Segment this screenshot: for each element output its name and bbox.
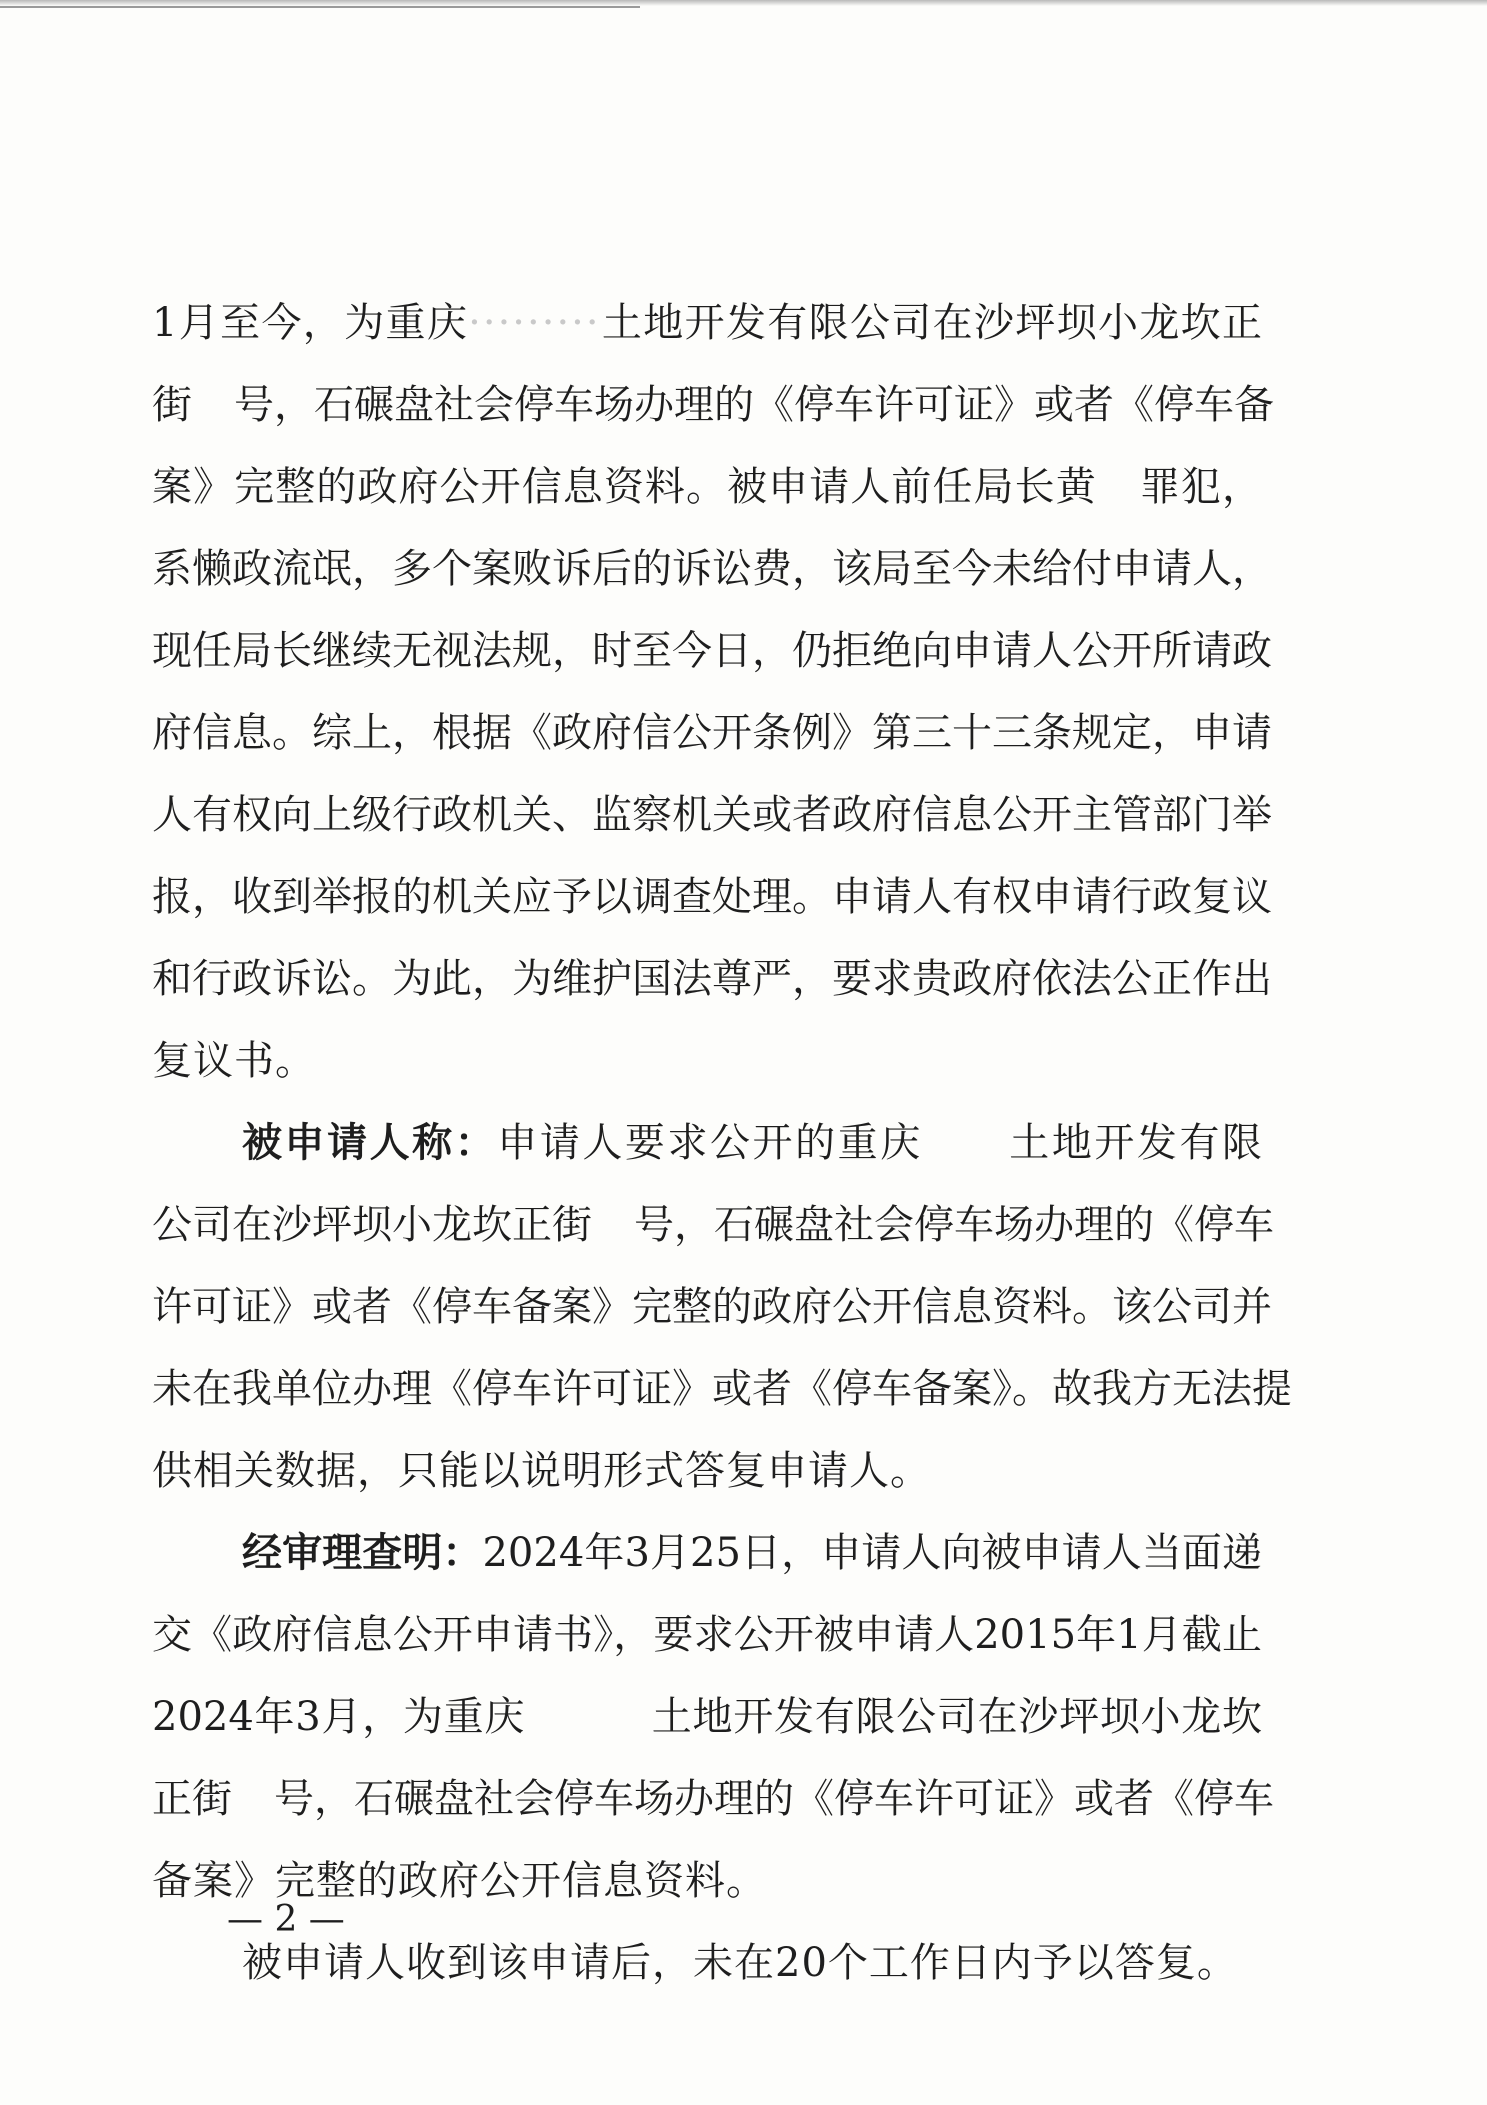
line-text: 号，石碾盘社会停车场办理的《停车许可证》或者《停车 (274, 1776, 1274, 1822)
redacted-name (923, 1102, 1007, 1184)
paragraph-line (152, 610, 1272, 692)
line-text: 1月至今，为重庆 (152, 300, 469, 346)
document-body (152, 282, 1292, 2004)
line-text: 土地开发有限公司在沙坪坝小龙坎 (651, 1694, 1263, 1740)
paragraph-line (152, 1758, 1274, 1840)
line-text: 报，收到举报的机关应予以调查处理。申请人有权申请行政复议 (152, 874, 1272, 920)
paragraph-line (152, 1102, 1262, 1184)
paragraph-line (152, 1020, 1262, 1102)
redacted-number (232, 1758, 274, 1840)
paragraph-line (152, 1512, 1262, 1594)
paragraph-line (152, 938, 1272, 1020)
line-text: 复议书。 (152, 1038, 316, 1084)
paragraph-line (152, 1266, 1272, 1348)
line-text: 2024年3月25日，申请人向被申请人当面递 (482, 1530, 1262, 1576)
scan-top-line (0, 6, 640, 8)
paragraph-line (152, 446, 1262, 528)
line-text: 土地开发有限公司在沙坪坝小龙坎正 (600, 300, 1262, 346)
paragraph-line (152, 692, 1272, 774)
section-heading: 经审理查明： (242, 1529, 483, 1576)
paragraph-line (152, 528, 1272, 610)
line-text: 和行政诉讼。为此，为维护国法尊严，要求贵政府依法公正作出 (152, 956, 1272, 1002)
paragraph-line (152, 1348, 1292, 1430)
paragraph-line (152, 1184, 1274, 1266)
line-text: 案》完整的政府公开信息资料。被申请人前任局长黄 (152, 464, 1097, 510)
section-heading: 被申请人称： (242, 1119, 498, 1166)
line-text: 土地开发有限 (1006, 1120, 1263, 1166)
page-number: — 2 — (227, 1899, 345, 1940)
line-text: 备案》完整的政府公开信息资料。 (152, 1858, 767, 1904)
line-text: 公司在沙坪坝小龙坎正街 (152, 1202, 592, 1248)
line-text: 2024年3月，为重庆 (152, 1694, 526, 1740)
line-text: 街 (152, 382, 192, 428)
paragraph-line (152, 1430, 1262, 1512)
paragraph-line (152, 364, 1274, 446)
line-text: 供相关数据，只能以说明形式答复申请人。 (152, 1448, 931, 1494)
line-text: 许可证》或者《停车备案》完整的政府公开信息资料。该公司并 (152, 1284, 1272, 1330)
paragraph-line (152, 856, 1272, 938)
line-text: 交《政府信息公开申请书》，要求公开被申请人2015年1月截止 (152, 1612, 1262, 1658)
paragraph-line (152, 282, 1262, 364)
line-text: 罪犯， (1138, 464, 1263, 510)
line-text: 人有权向上级行政机关、监察机关或者政府信息公开主管部门举 (152, 792, 1272, 838)
paragraph-line (152, 1676, 1262, 1758)
redacted-name (525, 1676, 651, 1758)
paragraph-line (152, 1594, 1262, 1676)
redacted-number (592, 1184, 634, 1266)
paragraph-line (152, 774, 1272, 856)
line-text: 正街 (152, 1776, 232, 1822)
line-text: 系懒政流氓，多个案败诉后的诉讼费，该局至今未给付申请人， (152, 546, 1272, 592)
line-text: 申请人要求公开的重庆 (497, 1120, 923, 1166)
line-text: 号，石碾盘社会停车场办理的《停车 (634, 1202, 1274, 1248)
line-text: 府信息。综上，根据《政府信公开条例》第三十三条规定，申请 (152, 710, 1272, 756)
redacted-number (192, 364, 234, 446)
line-text: 被申请人收到该申请后，未在20个工作日内予以答复。 (242, 1940, 1238, 1986)
line-text: 现任局长继续无视法规，时至今日，仍拒绝向申请人公开所请政 (152, 628, 1272, 674)
line-text: 号，石碾盘社会停车场办理的《停车许可证》或者《停车备 (234, 382, 1274, 428)
line-text: 未在我单位办理《停车许可证》或者《停车备案》。故我方无法提 (152, 1366, 1292, 1412)
redacted-name: ········· (468, 300, 601, 346)
redacted-name (1097, 446, 1139, 528)
